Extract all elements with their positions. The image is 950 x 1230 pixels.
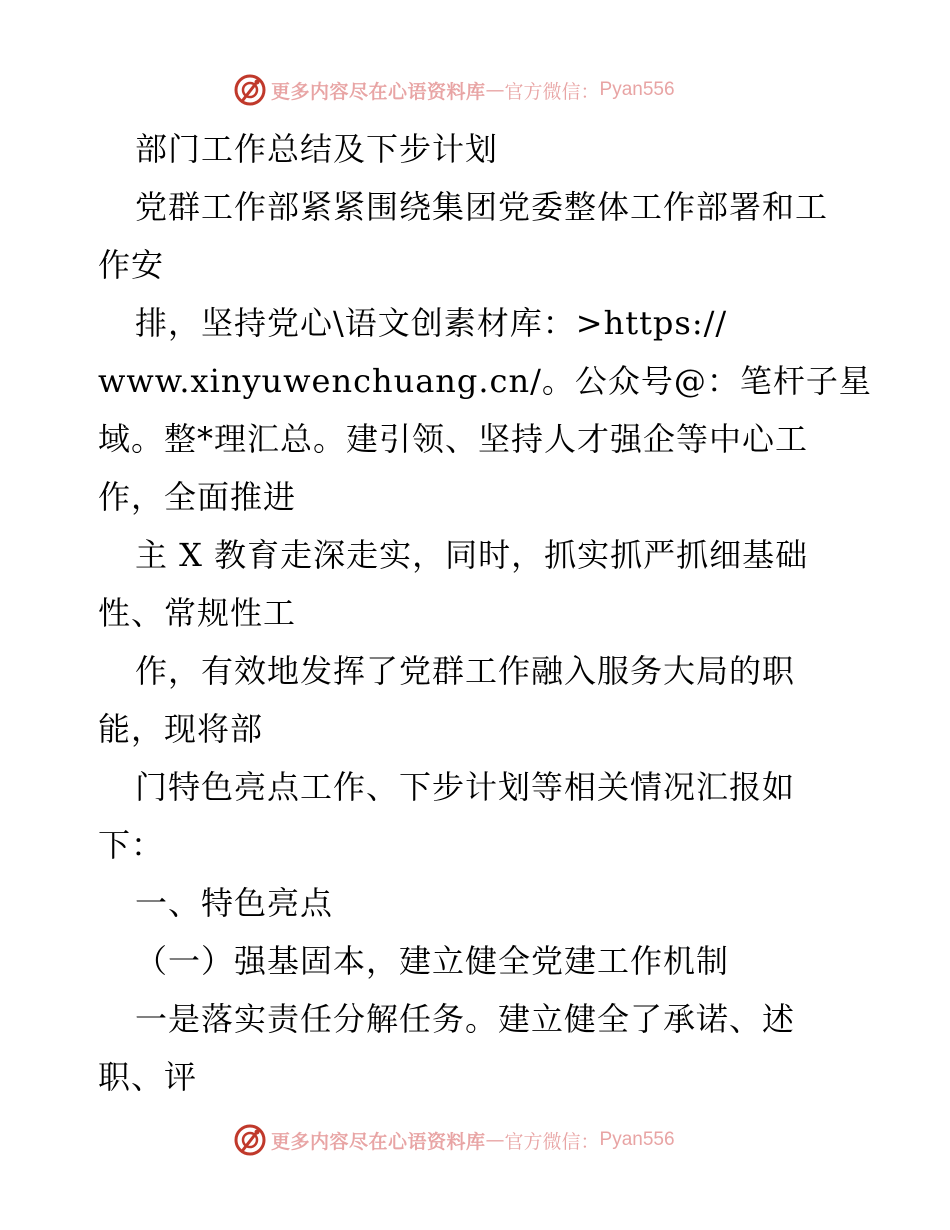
paragraph-line: www.xinyuwenchuang.cn/。公众号@：笔杆子星	[98, 362, 872, 400]
paragraph-line: 主 X 教育走深走实，同时，抓实抓严抓细基础	[135, 536, 809, 574]
header-watermark	[233, 70, 753, 110]
footer-watermark	[233, 1120, 753, 1160]
brand-logo-icon	[233, 73, 267, 107]
paragraph-line: 作，有效地发挥了党群工作融入服务大局的职	[135, 652, 796, 690]
brand-logo-icon	[233, 1123, 267, 1157]
paragraph-line: 下：	[98, 826, 165, 864]
watermark-wechat-id: Pyan556	[599, 79, 675, 100]
watermark-separator: —	[485, 79, 505, 101]
paragraph-line: 作安	[98, 246, 165, 284]
watermark-text: 更多内容尽在心语资料库	[271, 1130, 486, 1153]
watermark-separator: —	[485, 1129, 505, 1151]
watermark-text: 更多内容尽在心语资料库	[271, 80, 486, 103]
paragraph-line: 一是落实责任分解任务。建立健全了承诺、述	[135, 1000, 796, 1038]
paragraph-line: 能，现将部	[98, 710, 264, 748]
watermark-wechat-label: 官方微信：	[504, 1130, 600, 1153]
paragraph-line: 作，全面推进	[98, 478, 297, 516]
document-title: 部门工作总结及下步计划	[135, 130, 499, 168]
paragraph-line: 职、评	[98, 1058, 198, 1096]
paragraph-line: 排，坚持党心\语文创素材库：>https://	[135, 304, 728, 342]
paragraph-line: 域。整*理汇总。建引领、坚持人才强企等中心工	[98, 420, 809, 458]
paragraph-line: 党群工作部紧紧围绕集团党委整体工作部署和工	[135, 188, 829, 226]
section-heading: 一、特色亮点	[135, 884, 334, 922]
watermark-wechat-id: Pyan556	[599, 1129, 675, 1150]
watermark-wechat-label: 官方微信：	[504, 80, 600, 103]
paragraph-line: 性、常规性工	[98, 594, 297, 632]
paragraph-line: 门特色亮点工作、下步计划等相关情况汇报如	[135, 768, 796, 806]
subsection-heading: （一）强基固本，建立健全党建工作机制	[135, 942, 730, 980]
